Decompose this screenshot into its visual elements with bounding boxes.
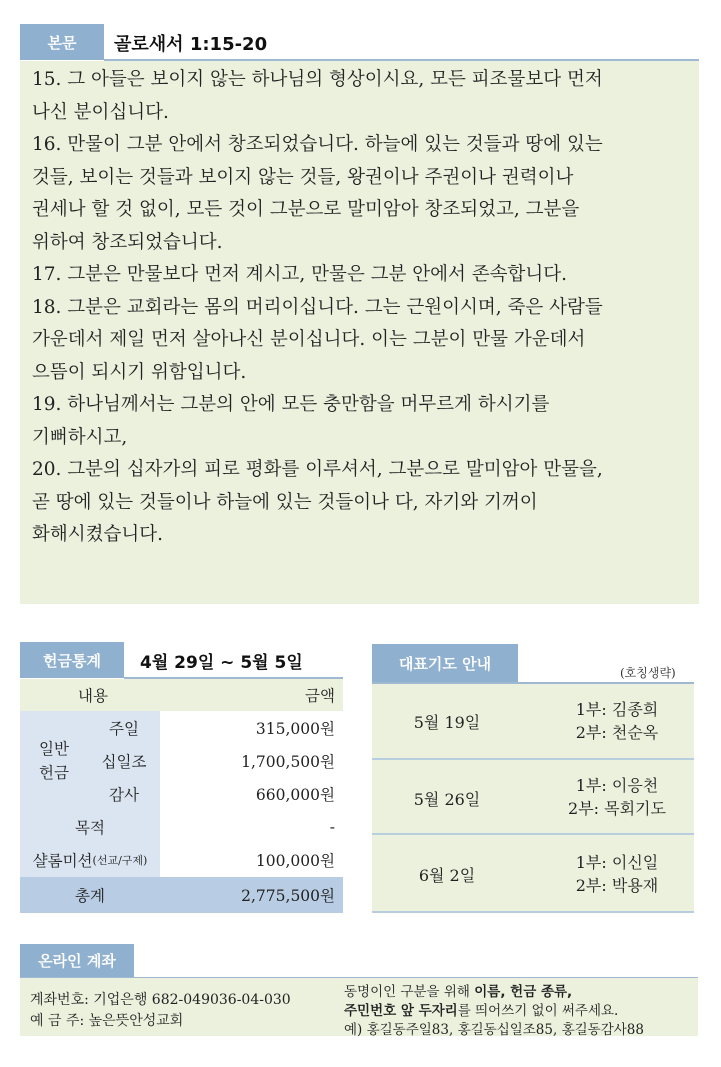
verse-line: 화해시켰습니다.: [32, 524, 163, 545]
prayer-row: [372, 760, 694, 835]
note-bold-1: 이름, 헌금 종류,: [474, 984, 573, 1000]
prayer-date: 5월 26일: [413, 790, 481, 809]
table-header: [20, 679, 343, 711]
header-item: 내용: [78, 687, 108, 705]
account-number: 계좌번호: 기업은행 682-049036-04-030: [30, 992, 291, 1008]
note-prefix: 동명이인 구분을 위해: [344, 984, 475, 1000]
row-label: 감사: [88, 777, 160, 811]
verse-line: 가운데서 제일 먼저 살아나신 분이십니다. 이는 그분이 만물 가운데서: [32, 329, 586, 350]
prayer-names: [542, 851, 692, 897]
account-note-line2: [344, 999, 618, 1019]
row-label: [20, 843, 160, 877]
verse-line: 곧 땅에 있는 것들이나 하늘에 있는 것들이나 다, 자기와 기꺼이: [32, 491, 538, 513]
second-service: 2부: 박용재: [575, 876, 659, 895]
verse-line: 으뜸이 되시기 위함입니다.: [32, 361, 247, 383]
header-amount: 금액: [305, 687, 335, 705]
prayer-row: [372, 684, 694, 760]
shalom-label: 샬롬미션: [32, 852, 93, 870]
row-amount: -: [329, 818, 335, 836]
total-label: 총계: [75, 887, 105, 905]
verse-line: 기뻐하시고,: [32, 426, 128, 448]
verse-line: 18. 그분은 교회라는 몸의 머리이십니다. 그는 근원이시며, 죽은 사람들: [32, 296, 603, 318]
scripture-reference: 골로새서 1:15-20: [114, 34, 268, 55]
prayer-names: [542, 774, 692, 820]
verse-line: 19. 하나님께서는 그분의 안에 모든 충만함을 머무르게 하시기를: [32, 394, 550, 415]
verse-line: 15. 그 아들은 보이지 않는 하나님의 형상이시요, 모든 피조물보다 먼저: [32, 69, 603, 90]
row-label: 주일: [88, 711, 160, 744]
account-holder: 예 금 주: 높은뜻안성교회: [30, 1013, 184, 1029]
prayer-row: [372, 835, 694, 913]
online-account-tab: 온라인 계좌: [20, 944, 134, 977]
general-offering-label: 일반 헌금: [20, 711, 88, 811]
note-suffix: 를 띄어쓰기 없이 써주세요.: [457, 1003, 619, 1019]
second-service: 2부: 천순옥: [575, 723, 659, 742]
first-service: 1부: 김종희: [575, 700, 659, 719]
verse-line: 위하여 창조되었습니다.: [32, 231, 223, 253]
first-service: 1부: 이신일: [575, 853, 659, 872]
shalom-sub: (선교/구제): [92, 854, 148, 867]
row-amount: 100,000원: [255, 852, 335, 870]
verse-line: 권세나 할 것 없이, 모든 것이 그분으로 말미암아 창조되었고, 그분을: [32, 199, 580, 220]
first-service: 1부: 이응천: [575, 776, 659, 795]
prayer-tab: 대표기도 안내: [372, 644, 518, 682]
total-amount: 2,775,500원: [241, 887, 335, 905]
scripture-text: [32, 64, 692, 552]
note-bold-2: 주민번호 앞 두자리: [344, 1003, 458, 1019]
row-amount: 660,000원: [255, 786, 335, 804]
row-label: 십일조: [88, 744, 160, 777]
row-amount: 1,700,500원: [241, 752, 335, 771]
row-amount: 315,000원: [255, 719, 335, 738]
verse-line: 17. 그분은 만물보다 먼저 계시고, 만물은 그분 안에서 존속합니다.: [32, 264, 568, 285]
offering-table: [20, 679, 343, 913]
scripture-tab: 본문: [20, 24, 104, 60]
account-example: 예) 홍길동주일83, 홍길동십일조85, 홍길동감사88: [344, 1022, 644, 1038]
verse-line: 것들, 보이는 것들과 보이지 않는 것들, 왕권이나 주권이나 권력이나: [32, 166, 574, 188]
verse-line: 나신 분이십니다.: [32, 101, 169, 123]
prayer-date: 5월 19일: [413, 713, 481, 732]
second-service: 2부: 목회기도: [568, 799, 666, 818]
offering-tab: 헌금통계: [20, 642, 124, 678]
row-label: 목적: [20, 811, 160, 843]
offering-period: 4월 29일 ~ 5월 5일: [140, 653, 303, 673]
prayer-note: (호칭생략): [620, 666, 676, 680]
account-note-line1: [344, 980, 572, 1000]
verse-line: 16. 만물이 그분 안에서 창조되었습니다. 하늘에 있는 것들과 땅에 있는: [32, 134, 603, 155]
verse-line: 20. 그분의 십자가의 피로 평화를 이루셔서, 그분으로 말미암아 만물을,: [32, 459, 603, 480]
prayer-date: 6월 2일: [418, 866, 476, 885]
prayer-names: [542, 698, 692, 744]
